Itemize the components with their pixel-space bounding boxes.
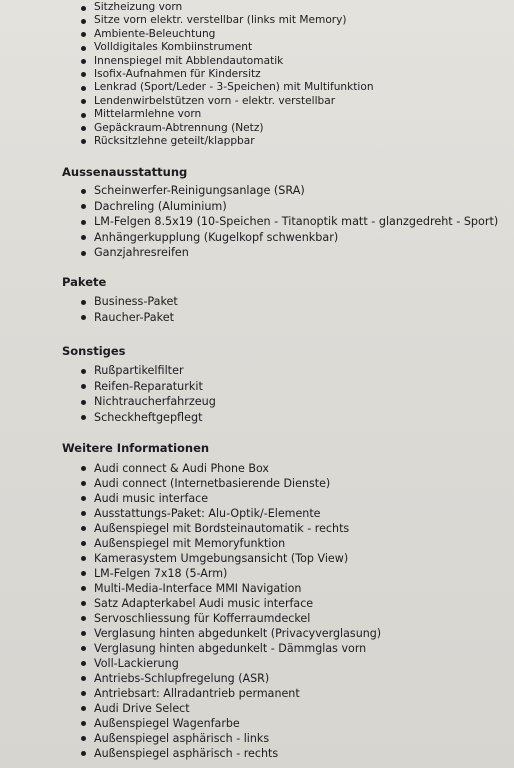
bullet-icon [81, 511, 86, 516]
list-item: Isofix-Aufnahmen für Kindersitz [0, 68, 514, 81]
list-item: Dachreling (Aluminium) [0, 199, 514, 215]
list-item: Lenkrad (Sport/Leder - 3-Speichen) mit Multifunktion [0, 81, 514, 94]
exterior-list [0, 183, 514, 261]
bullet-icon [81, 72, 86, 77]
bullet-icon [81, 400, 86, 405]
list-item: Gepäckraum-Abtrennung (Netz) [0, 122, 514, 135]
bullet-icon [81, 113, 86, 118]
bullet-icon [81, 126, 86, 131]
bullet-icon [81, 6, 86, 11]
list-item: Ausstattungs-Paket: Alu-Optik/-Elemente [0, 506, 514, 521]
bullet-icon [81, 556, 86, 561]
section-heading: Weitere Informationen [62, 441, 210, 455]
bullet-icon [81, 220, 86, 225]
bullet-icon [81, 496, 86, 501]
list-item: Scheckheftgepflegt [0, 410, 514, 426]
list-item: Satz Adapterkabel Audi music interface [0, 596, 514, 611]
misc-list [0, 363, 514, 425]
list-item: Innenspiegel mit Abblendautomatik [0, 55, 514, 68]
list-item: Außenspiegel Wagenfarbe [0, 716, 514, 731]
list-item: Raucher-Paket [0, 310, 514, 326]
list-item: Ganzjahresreifen [0, 245, 514, 261]
section-heading: Sonstiges [62, 344, 126, 358]
bullet-icon [81, 19, 86, 24]
bullet-icon [81, 571, 86, 576]
bullet-icon [81, 86, 86, 91]
list-item: Audi music interface [0, 491, 514, 506]
list-item: Antriebsart: Allradantrieb permanent [0, 686, 514, 701]
list-item: Nichtraucherfahrzeug [0, 394, 514, 410]
list-item: Audi Drive Select [0, 701, 514, 716]
list-item: Außenspiegel asphärisch - rechts [0, 746, 514, 761]
list-item: Scheinwerfer-Reinigungsanlage (SRA) [0, 183, 514, 199]
bullet-icon [81, 661, 86, 666]
list-item: Außenspiegel mit Memoryfunktion [0, 536, 514, 551]
bullet-icon [81, 691, 86, 696]
bullet-icon [81, 631, 86, 636]
list-item: Antriebs-Schlupfregelung (ASR) [0, 671, 514, 686]
list-item: Rücksitzlehne geteilt/klappbar [0, 135, 514, 148]
bullet-icon [81, 59, 86, 64]
bullet-icon [81, 204, 86, 209]
bullet-icon [81, 706, 86, 711]
list-item: Audi connect & Audi Phone Box [0, 461, 514, 476]
bullet-icon [81, 601, 86, 606]
bullet-icon [81, 369, 86, 374]
bullet-icon [81, 251, 86, 256]
section-heading: Aussenausstattung [62, 165, 188, 179]
list-item: Servoschliessung für Kofferraumdeckel [0, 611, 514, 626]
bullet-icon [81, 616, 86, 621]
bullet-icon [81, 466, 86, 471]
list-item: Audi connect (Internetbasierende Dienste) [0, 476, 514, 491]
list-item: Volldigitales Kombiinstrument [0, 41, 514, 54]
list-item: Sitze vorn elektr. verstellbar (links mit Memory) [0, 14, 514, 27]
bullet-icon [81, 300, 86, 305]
bullet-icon [81, 46, 86, 51]
bullet-icon [81, 481, 86, 486]
bullet-icon [81, 721, 86, 726]
bullet-icon [81, 541, 86, 546]
bullet-icon [81, 751, 86, 756]
section-heading: Pakete [62, 275, 107, 289]
bullet-icon [81, 415, 86, 420]
bullet-icon [81, 526, 86, 531]
list-item: Mittelarmlehne vorn [0, 108, 514, 121]
bullet-icon [81, 676, 86, 681]
bullet-icon [81, 736, 86, 741]
bullet-icon [81, 32, 86, 37]
list-item: Verglasung hinten abgedunkelt (Privacyverglasung) [0, 626, 514, 641]
list-item: Außenspiegel asphärisch - links [0, 731, 514, 746]
bullet-icon [81, 189, 86, 194]
list-item: Lendenwirbelstützen vorn - elektr. verstellbar [0, 95, 514, 108]
list-item: Rußpartikelfilter [0, 363, 514, 379]
bullet-icon [81, 235, 86, 240]
list-item: Anhängerkupplung (Kugelkopf schwenkbar) [0, 230, 514, 246]
bullet-icon [81, 646, 86, 651]
bullet-icon [81, 586, 86, 591]
list-item: Außenspiegel mit Bordsteinautomatik - rechts [0, 521, 514, 536]
bullet-icon [81, 139, 86, 144]
list-item: Voll-Lackierung [0, 656, 514, 671]
further-info-list [0, 461, 514, 761]
list-item: LM-Felgen 7x18 (5-Arm) [0, 566, 514, 581]
list-item: Business-Paket [0, 294, 514, 310]
list-item: Ambiente-Beleuchtung [0, 28, 514, 41]
list-item: Kamerasystem Umgebungsansicht (Top View) [0, 551, 514, 566]
interior-list [0, 1, 514, 148]
bullet-icon [81, 99, 86, 104]
bullet-icon [81, 384, 86, 389]
packages-list [0, 294, 514, 325]
list-item: Sitzheizung vorn [0, 1, 514, 14]
list-item: Verglasung hinten abgedunkelt - Dämmglas vorn [0, 641, 514, 656]
list-item: Reifen-Reparaturkit [0, 379, 514, 395]
bullet-icon [81, 315, 86, 320]
list-item: Multi-Media-Interface MMI Navigation [0, 581, 514, 596]
list-item: LM-Felgen 8.5x19 (10-Speichen - Titanoptik matt - glanzgedreht - Sport) [0, 214, 514, 230]
